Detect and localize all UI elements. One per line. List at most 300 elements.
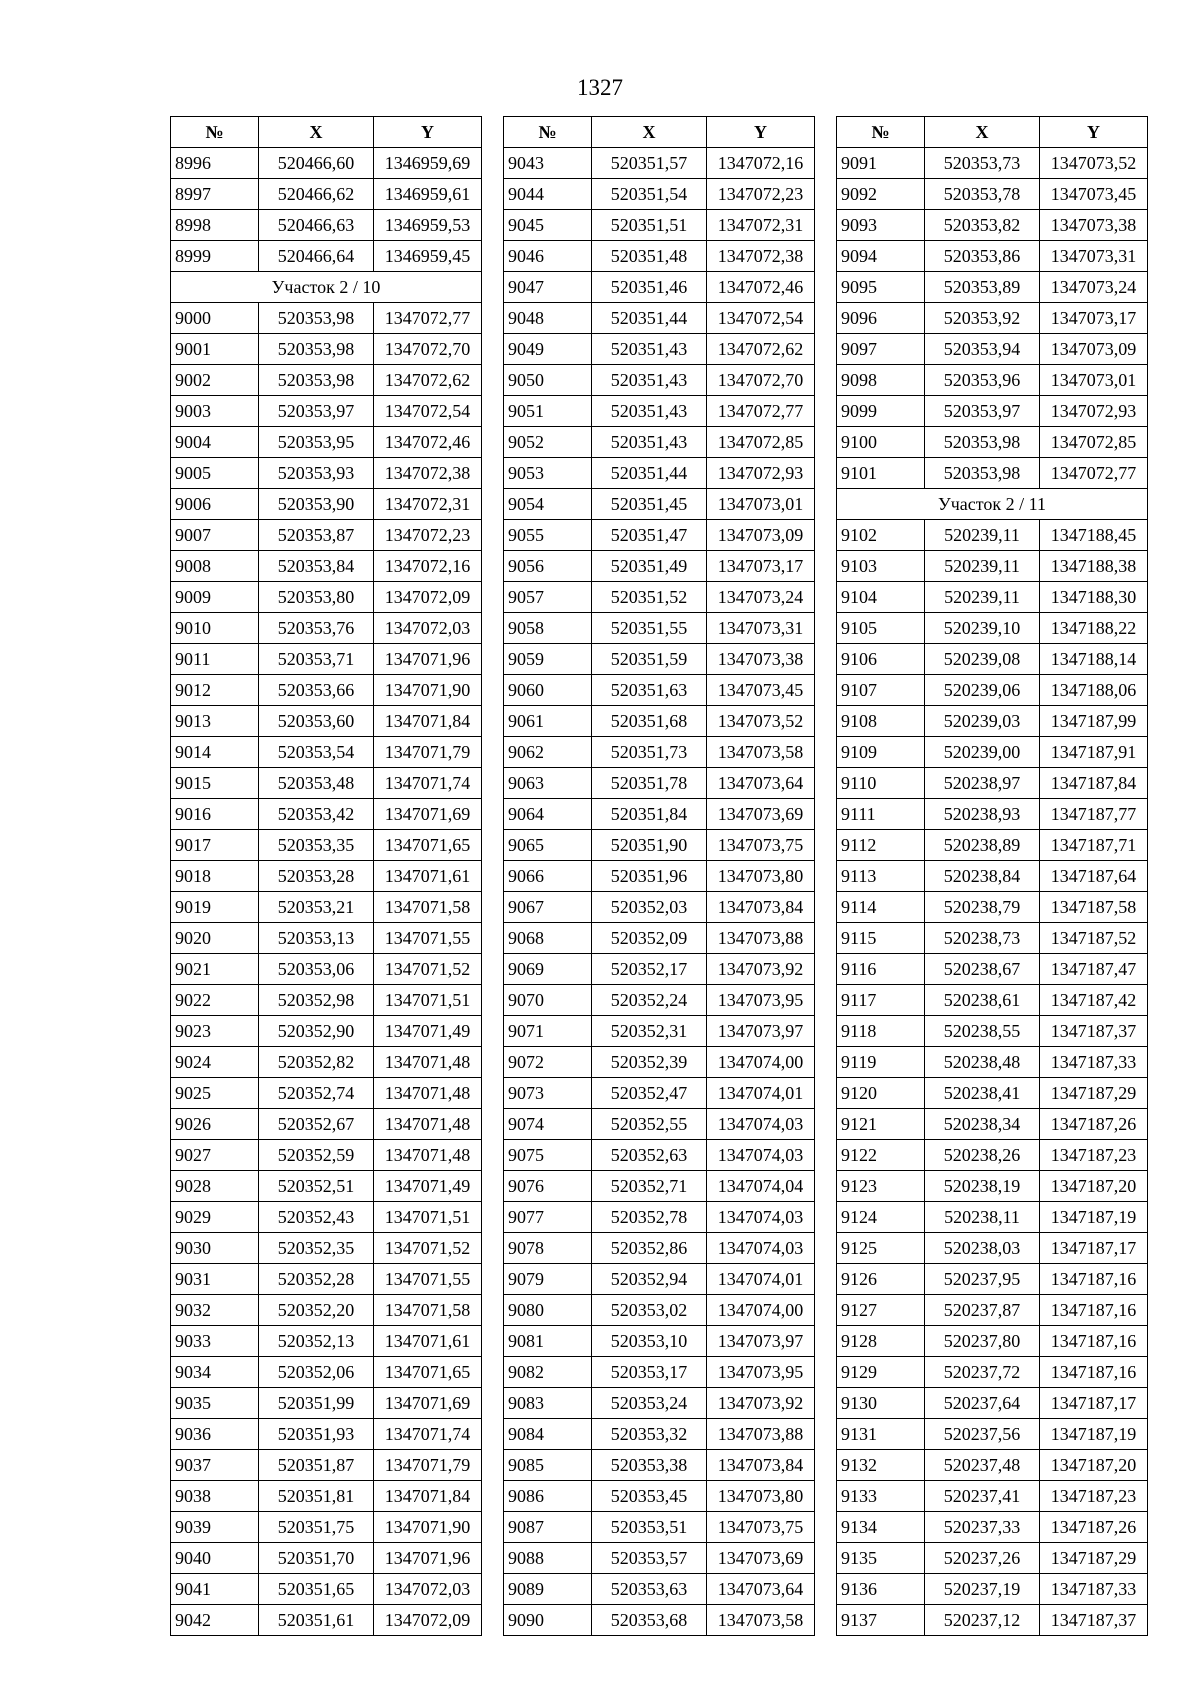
x-coordinate-cell: 520239,00 [925,737,1040,768]
point-number-cell: 9113 [837,861,925,892]
page-number: 1327 [577,75,623,100]
x-coordinate-cell: 520351,43 [592,334,707,365]
y-coordinate-cell: 1347072,46 [707,272,815,303]
point-number-cell: 9097 [837,334,925,365]
y-coordinate-cell: 1347187,42 [1040,985,1148,1016]
table-row [171,613,482,644]
table-row [837,644,1148,675]
point-number-cell: 9004 [171,427,259,458]
point-number-cell: 9101 [837,458,925,489]
x-coordinate-cell: 520353,21 [259,892,374,923]
x-coordinate-cell: 520238,89 [925,830,1040,861]
y-coordinate-cell: 1347072,85 [1040,427,1148,458]
point-number-cell: 9136 [837,1574,925,1605]
x-coordinate-cell: 520353,54 [259,737,374,768]
y-coordinate-cell: 1347187,23 [1040,1140,1148,1171]
x-coordinate-cell: 520353,86 [925,241,1040,272]
y-coordinate-cell: 1347073,24 [707,582,815,613]
table-row [504,365,815,396]
point-number-cell: 9042 [171,1605,259,1636]
point-number-cell: 9104 [837,582,925,613]
y-coordinate-cell: 1346959,53 [374,210,482,241]
x-coordinate-cell: 520351,87 [259,1450,374,1481]
point-number-cell: 9064 [504,799,592,830]
table-row [837,551,1148,582]
table-row [171,799,482,830]
table-row [504,892,815,923]
y-coordinate-cell: 1347071,58 [374,892,482,923]
point-number-cell: 9002 [171,365,259,396]
y-coordinate-cell: 1347072,77 [707,396,815,427]
header-row [504,117,815,148]
x-coordinate-cell: 520353,89 [925,272,1040,303]
table-row [504,396,815,427]
y-coordinate-cell: 1347187,16 [1040,1326,1148,1357]
y-coordinate-cell: 1347187,16 [1040,1264,1148,1295]
table-row [504,985,815,1016]
y-coordinate-cell: 1347187,20 [1040,1450,1148,1481]
x-coordinate-cell: 520352,71 [592,1171,707,1202]
y-coordinate-cell: 1347073,52 [707,706,815,737]
x-coordinate-cell: 520239,11 [925,551,1040,582]
y-coordinate-cell: 1347188,45 [1040,520,1148,551]
point-number-cell: 9039 [171,1512,259,1543]
x-coordinate-cell: 520351,44 [592,458,707,489]
x-coordinate-cell: 520351,84 [592,799,707,830]
y-coordinate-cell: 1347072,70 [374,334,482,365]
table-row [504,489,815,520]
y-coordinate-cell: 1347072,09 [374,1605,482,1636]
table-row [837,520,1148,551]
point-number-cell: 9024 [171,1047,259,1078]
table-row [504,1202,815,1233]
table-row [837,303,1148,334]
y-coordinate-cell: 1347187,33 [1040,1047,1148,1078]
y-coordinate-cell: 1347071,51 [374,985,482,1016]
point-number-cell: 9093 [837,210,925,241]
y-coordinate-cell: 1347071,96 [374,644,482,675]
y-coordinate-cell: 1347073,31 [1040,241,1148,272]
point-number-cell: 9081 [504,1326,592,1357]
table-row [171,830,482,861]
x-coordinate-cell: 520353,93 [259,458,374,489]
point-number-cell: 9123 [837,1171,925,1202]
x-coordinate-cell: 520352,82 [259,1047,374,1078]
x-coordinate-cell: 520466,63 [259,210,374,241]
table-row [504,1419,815,1450]
point-number-cell: 9073 [504,1078,592,1109]
point-number-cell: 9110 [837,768,925,799]
x-coordinate-cell: 520237,33 [925,1512,1040,1543]
y-coordinate-cell: 1347071,90 [374,1512,482,1543]
x-coordinate-cell: 520238,93 [925,799,1040,830]
x-coordinate-cell: 520239,08 [925,644,1040,675]
y-coordinate-cell: 1347187,99 [1040,706,1148,737]
table-row [837,365,1148,396]
point-number-cell: 9112 [837,830,925,861]
table-row [837,830,1148,861]
coordinates-table-3 [836,116,1148,1636]
table-row [171,1605,482,1636]
x-coordinate-cell: 520353,10 [592,1326,707,1357]
table-row [171,1419,482,1450]
point-number-cell: 9111 [837,799,925,830]
x-coordinate-cell: 520353,51 [592,1512,707,1543]
x-coordinate-cell: 520351,48 [592,241,707,272]
point-number-cell: 9029 [171,1202,259,1233]
table-row [504,737,815,768]
y-coordinate-cell: 1347071,69 [374,1388,482,1419]
y-coordinate-cell: 1347071,52 [374,954,482,985]
table-row [171,1326,482,1357]
x-coordinate-cell: 520351,96 [592,861,707,892]
table-row [171,1543,482,1574]
x-coordinate-cell: 520237,80 [925,1326,1040,1357]
y-coordinate-cell: 1347187,52 [1040,923,1148,954]
x-coordinate-cell: 520238,19 [925,1171,1040,1202]
point-number-cell: 9109 [837,737,925,768]
point-number-cell: 9005 [171,458,259,489]
x-coordinate-cell: 520353,78 [925,179,1040,210]
y-coordinate-cell: 1347071,74 [374,1419,482,1450]
table-row [171,892,482,923]
x-coordinate-cell: 520352,03 [592,892,707,923]
y-coordinate-cell: 1347074,03 [707,1233,815,1264]
x-coordinate-cell: 520353,68 [592,1605,707,1636]
table-row [171,489,482,520]
table-row [504,551,815,582]
table-row [171,148,482,179]
x-coordinate-cell: 520237,26 [925,1543,1040,1574]
table-row [171,1388,482,1419]
y-coordinate-cell: 1347074,03 [707,1202,815,1233]
y-coordinate-cell: 1346959,69 [374,148,482,179]
x-coordinate-cell: 520351,44 [592,303,707,334]
point-number-cell: 9059 [504,644,592,675]
point-number-cell: 9048 [504,303,592,334]
table-row [837,1047,1148,1078]
y-coordinate-cell: 1347073,17 [1040,303,1148,334]
point-number-cell: 9087 [504,1512,592,1543]
table-row [171,1109,482,1140]
point-number-cell: 9082 [504,1357,592,1388]
table-row [171,551,482,582]
y-coordinate-cell: 1347071,84 [374,706,482,737]
point-number-cell: 9015 [171,768,259,799]
point-number-cell: 9085 [504,1450,592,1481]
y-coordinate-cell: 1347072,09 [374,582,482,613]
table-row [504,334,815,365]
x-coordinate-cell: 520351,45 [592,489,707,520]
table-row [504,1233,815,1264]
x-coordinate-cell: 520351,55 [592,613,707,644]
table-row [837,861,1148,892]
y-coordinate-cell: 1347187,71 [1040,830,1148,861]
y-coordinate-cell: 1347187,16 [1040,1295,1148,1326]
table-row [504,458,815,489]
x-coordinate-cell: 520351,63 [592,675,707,706]
y-coordinate-cell: 1347187,19 [1040,1202,1148,1233]
point-number-cell: 9041 [171,1574,259,1605]
y-coordinate-cell: 1347188,06 [1040,675,1148,706]
table-row [837,1357,1148,1388]
table-row [504,427,815,458]
y-coordinate-cell: 1347071,61 [374,1326,482,1357]
table-row [171,582,482,613]
y-coordinate-cell: 1347073,64 [707,768,815,799]
y-coordinate-cell: 1347072,03 [374,613,482,644]
x-coordinate-cell: 520352,90 [259,1016,374,1047]
y-coordinate-cell: 1347073,64 [707,1574,815,1605]
table-row [171,396,482,427]
point-number-cell: 9099 [837,396,925,427]
y-coordinate-cell: 1347073,58 [707,1605,815,1636]
x-coordinate-cell: 520351,90 [592,830,707,861]
point-number-cell: 9053 [504,458,592,489]
y-coordinate-cell: 1347074,03 [707,1140,815,1171]
x-coordinate-cell: 520353,38 [592,1450,707,1481]
x-coordinate-cell: 520352,09 [592,923,707,954]
table-row [504,582,815,613]
point-number-cell: 9063 [504,768,592,799]
y-coordinate-cell: 1347073,38 [1040,210,1148,241]
y-coordinate-cell: 1347074,04 [707,1171,815,1202]
table-row [837,799,1148,830]
table-row [837,737,1148,768]
y-coordinate-cell: 1347072,23 [707,179,815,210]
point-number-cell: 9094 [837,241,925,272]
point-number-cell: 9068 [504,923,592,954]
point-number-cell: 9122 [837,1140,925,1171]
point-number-cell: 9061 [504,706,592,737]
x-coordinate-cell: 520353,71 [259,644,374,675]
point-number-cell: 9103 [837,551,925,582]
table-row [837,210,1148,241]
y-coordinate-cell: 1347073,69 [707,799,815,830]
table-row [504,210,815,241]
y-coordinate-cell: 1347187,17 [1040,1388,1148,1419]
y-coordinate-cell: 1347187,26 [1040,1512,1148,1543]
y-coordinate-cell: 1347073,92 [707,954,815,985]
point-number-cell: 9133 [837,1481,925,1512]
x-coordinate-cell: 520353,48 [259,768,374,799]
y-coordinate-cell: 1347073,09 [1040,334,1148,365]
x-coordinate-cell: 520352,24 [592,985,707,1016]
point-number-cell: 9057 [504,582,592,613]
table-row [837,241,1148,272]
x-coordinate-cell: 520353,97 [925,396,1040,427]
point-number-cell: 9032 [171,1295,259,1326]
point-number-cell: 8998 [171,210,259,241]
point-number-cell: 9030 [171,1233,259,1264]
table-row [171,1357,482,1388]
y-coordinate-cell: 1347072,70 [707,365,815,396]
x-coordinate-cell: 520238,26 [925,1140,1040,1171]
table-row [837,148,1148,179]
point-number-cell: 9013 [171,706,259,737]
table-row [504,799,815,830]
x-coordinate-cell: 520352,13 [259,1326,374,1357]
y-coordinate-cell: 1347073,69 [707,1543,815,1574]
x-coordinate-cell: 520352,55 [592,1109,707,1140]
header-y: Y [374,117,482,148]
point-number-cell: 9108 [837,706,925,737]
point-number-cell: 9043 [504,148,592,179]
point-number-cell: 9086 [504,1481,592,1512]
y-coordinate-cell: 1347072,93 [707,458,815,489]
point-number-cell: 9124 [837,1202,925,1233]
table-row [837,1543,1148,1574]
point-number-cell: 9092 [837,179,925,210]
point-number-cell: 9089 [504,1574,592,1605]
y-coordinate-cell: 1347073,75 [707,1512,815,1543]
point-number-cell: 9135 [837,1543,925,1574]
x-coordinate-cell: 520351,78 [592,768,707,799]
point-number-cell: 9016 [171,799,259,830]
x-coordinate-cell: 520351,93 [259,1419,374,1450]
table-row [837,675,1148,706]
table-row [171,1171,482,1202]
table-row [504,954,815,985]
y-coordinate-cell: 1347071,79 [374,1450,482,1481]
x-coordinate-cell: 520238,55 [925,1016,1040,1047]
table-row [837,1202,1148,1233]
x-coordinate-cell: 520352,28 [259,1264,374,1295]
header-y: Y [1040,117,1148,148]
table-row [837,1140,1148,1171]
table-row [837,1295,1148,1326]
x-coordinate-cell: 520353,66 [259,675,374,706]
x-coordinate-cell: 520351,61 [259,1605,374,1636]
x-coordinate-cell: 520353,13 [259,923,374,954]
x-coordinate-cell: 520237,48 [925,1450,1040,1481]
table-row [837,1388,1148,1419]
point-number-cell: 9106 [837,644,925,675]
y-coordinate-cell: 1347187,84 [1040,768,1148,799]
y-coordinate-cell: 1347071,48 [374,1140,482,1171]
x-coordinate-cell: 520351,43 [592,396,707,427]
point-number-cell: 8997 [171,179,259,210]
y-coordinate-cell: 1346959,61 [374,179,482,210]
header-number: № [504,117,592,148]
coordinates-table-2 [503,116,815,1636]
x-coordinate-cell: 520352,20 [259,1295,374,1326]
point-number-cell: 9105 [837,613,925,644]
x-coordinate-cell: 520237,64 [925,1388,1040,1419]
y-coordinate-cell: 1347071,51 [374,1202,482,1233]
x-coordinate-cell: 520352,63 [592,1140,707,1171]
point-number-cell: 9023 [171,1016,259,1047]
y-coordinate-cell: 1347187,91 [1040,737,1148,768]
table-row [504,1264,815,1295]
x-coordinate-cell: 520239,11 [925,582,1040,613]
point-number-cell: 9067 [504,892,592,923]
x-coordinate-cell: 520238,11 [925,1202,1040,1233]
table-row [504,1016,815,1047]
table-row [504,1171,815,1202]
table-row [504,1481,815,1512]
x-coordinate-cell: 520353,35 [259,830,374,861]
table-row [837,272,1148,303]
y-coordinate-cell: 1347073,92 [707,1388,815,1419]
x-coordinate-cell: 520352,17 [592,954,707,985]
table-row [171,365,482,396]
x-coordinate-cell: 520351,52 [592,582,707,613]
point-number-cell: 9007 [171,520,259,551]
table-row [837,1450,1148,1481]
x-coordinate-cell: 520351,59 [592,644,707,675]
point-number-cell: 9069 [504,954,592,985]
x-coordinate-cell: 520351,73 [592,737,707,768]
section-row [837,489,1148,520]
point-number-cell: 9014 [171,737,259,768]
y-coordinate-cell: 1347073,84 [707,892,815,923]
point-number-cell: 9034 [171,1357,259,1388]
point-number-cell: 9008 [171,551,259,582]
x-coordinate-cell: 520352,31 [592,1016,707,1047]
table-row [171,210,482,241]
point-number-cell: 9022 [171,985,259,1016]
x-coordinate-cell: 520353,24 [592,1388,707,1419]
table-row [171,1450,482,1481]
point-number-cell: 9033 [171,1326,259,1357]
y-coordinate-cell: 1347073,58 [707,737,815,768]
x-coordinate-cell: 520237,12 [925,1605,1040,1636]
table-row [837,1264,1148,1295]
point-number-cell: 9134 [837,1512,925,1543]
table-row [837,1419,1148,1450]
y-coordinate-cell: 1347071,74 [374,768,482,799]
y-coordinate-cell: 1347071,65 [374,1357,482,1388]
x-coordinate-cell: 520353,57 [592,1543,707,1574]
x-coordinate-cell: 520351,51 [592,210,707,241]
x-coordinate-cell: 520353,96 [925,365,1040,396]
y-coordinate-cell: 1347071,90 [374,675,482,706]
table-row [504,1357,815,1388]
x-coordinate-cell: 520352,86 [592,1233,707,1264]
x-coordinate-cell: 520238,41 [925,1078,1040,1109]
point-number-cell: 9011 [171,644,259,675]
y-coordinate-cell: 1347073,75 [707,830,815,861]
point-number-cell: 9078 [504,1233,592,1264]
y-coordinate-cell: 1347072,93 [1040,396,1148,427]
x-coordinate-cell: 520353,60 [259,706,374,737]
point-number-cell: 9118 [837,1016,925,1047]
y-coordinate-cell: 1347188,14 [1040,644,1148,675]
x-coordinate-cell: 520351,43 [592,427,707,458]
x-coordinate-cell: 520353,76 [259,613,374,644]
header-x: X [925,117,1040,148]
x-coordinate-cell: 520353,98 [259,365,374,396]
header-x: X [259,117,374,148]
point-number-cell: 9026 [171,1109,259,1140]
table-row [171,737,482,768]
point-number-cell: 9050 [504,365,592,396]
y-coordinate-cell: 1347073,31 [707,613,815,644]
section-title: Участок 2 / 11 [837,489,1148,520]
table-row [837,706,1148,737]
point-number-cell: 9018 [171,861,259,892]
point-number-cell: 9088 [504,1543,592,1574]
point-number-cell: 9084 [504,1419,592,1450]
table-row [837,334,1148,365]
x-coordinate-cell: 520352,74 [259,1078,374,1109]
point-number-cell: 9062 [504,737,592,768]
y-coordinate-cell: 1347073,45 [707,675,815,706]
point-number-cell: 9075 [504,1140,592,1171]
point-number-cell: 9021 [171,954,259,985]
y-coordinate-cell: 1347072,31 [374,489,482,520]
